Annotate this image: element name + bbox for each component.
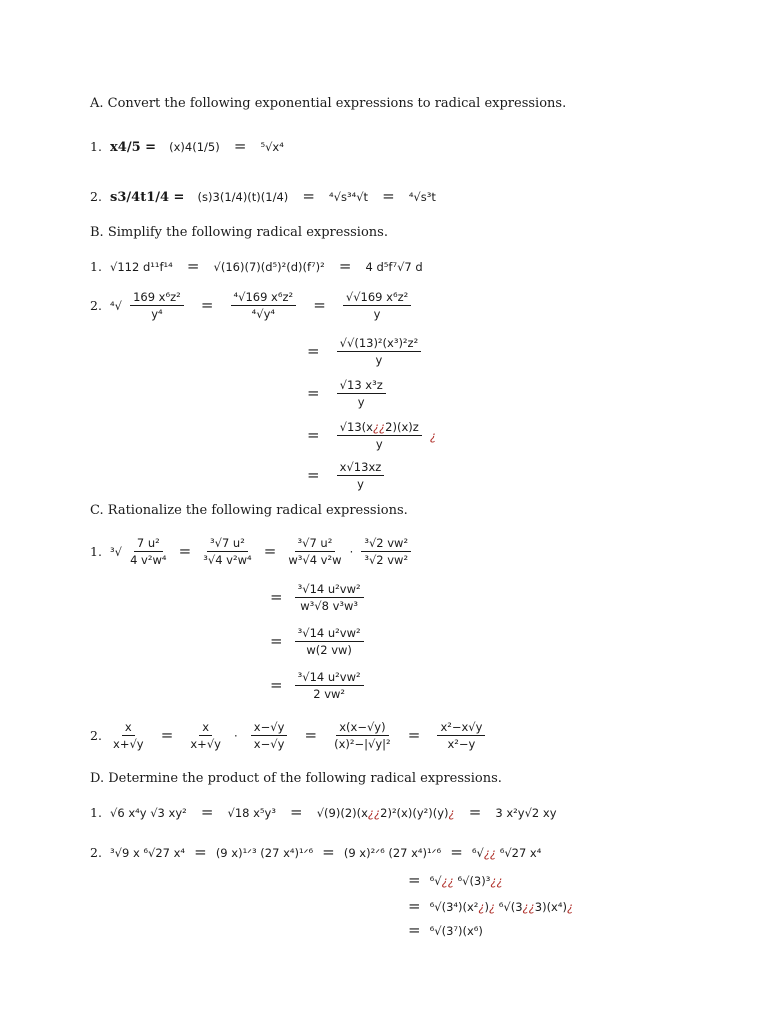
b2-step2-fraction: $\frac{\text{√√169 x⁶z²}}{y}$	[343, 290, 411, 321]
equals-sign: =	[233, 137, 247, 155]
render-error-glyph: ¿	[489, 900, 496, 914]
problem-c1-line3	[266, 626, 367, 657]
equals-sign: =	[186, 257, 200, 275]
c1-step2-fraction: $\frac{\text{³√7 u²}}{\text{w³√4 v²w}}$	[288, 536, 342, 567]
a2-mid: (s)3(1/4)(t)(1/4)	[197, 190, 289, 204]
render-error-glyph: ¿¿	[441, 874, 454, 888]
problem-d2-line2	[404, 870, 503, 889]
d1-step1: √18 x⁵y³	[227, 806, 276, 820]
c1-multiplier-fraction: $\frac{\text{³√2 vw²}}{\text{³√2 vw²}}$	[361, 536, 411, 567]
problem-b2-line4	[298, 420, 436, 451]
c2-fraction-3: $\frac{x-√y}{x-√y}$	[251, 720, 288, 751]
problem-d1	[90, 802, 557, 821]
c2-fraction-1: $\frac{x}{x+√y}$	[113, 720, 144, 751]
c1-lhs-fraction: $\frac{\text{7 u²}}{\text{4 v²w⁴}}$	[130, 536, 167, 567]
render-error-glyph: ¿¿	[490, 874, 503, 888]
d2-step5: ⁶√(3⁴)(x²¿)¿ ⁶√(3¿¿3)(x⁴)¿	[429, 900, 574, 914]
equals-sign: =	[200, 296, 214, 314]
problem-number: 2.	[90, 845, 102, 860]
problem-a1	[90, 136, 284, 155]
render-error-glyph: ¿	[448, 806, 455, 820]
equals-sign: =	[450, 843, 463, 861]
equals-sign: =	[200, 803, 214, 821]
problem-number: 2.	[90, 189, 102, 204]
problem-b2-line2	[298, 336, 424, 367]
problem-d2-line1	[90, 842, 541, 861]
equals-sign: =	[408, 921, 421, 939]
problem-b2-line3	[298, 378, 389, 409]
render-error-glyph: ¿	[429, 429, 436, 443]
section-a-heading: A. Convert the following exponential expressions to radical expressions.	[90, 96, 567, 111]
problem-number: 2.	[90, 298, 102, 313]
problem-c1-line4	[266, 670, 367, 701]
b1-rhs: 4 d⁵f⁷√7 d	[365, 260, 423, 274]
b2-step6-fraction: $\frac{x√13xz}{y}$	[337, 460, 385, 491]
equals-sign: =	[307, 342, 320, 360]
d2-step4: ⁶√¿¿ ⁶√(3)³¿¿	[429, 874, 503, 888]
equals-sign: =	[382, 187, 395, 205]
b2-step3-fraction: $\frac{\text{√√(13)²(x³)²z²}}{y}$	[337, 336, 422, 367]
c2-fraction-5: $\frac{\text{x²−x√y}}{\text{x²−y}}$	[437, 720, 485, 751]
render-error-glyph: ¿¿	[522, 900, 535, 914]
problem-b2-line5	[298, 460, 387, 491]
problem-a2	[90, 186, 436, 205]
d1-lhs: √6 x⁴y √3 xy²	[110, 806, 187, 820]
problem-d2-line3	[404, 896, 573, 915]
equals-sign: =	[307, 384, 320, 402]
render-error-glyph: ¿¿	[483, 846, 497, 860]
problem-b1	[90, 256, 423, 275]
equals-sign: =	[313, 296, 326, 314]
equals-sign: =	[302, 187, 315, 205]
a2-lhs: s3/4t1/4 =	[110, 190, 185, 205]
equals-sign: =	[338, 257, 352, 275]
b2-lhs-fraction: $\frac{\text{169 x⁶z²}}{\text{y⁴}}$	[130, 290, 184, 321]
equals-sign: =	[178, 542, 192, 560]
equals-sign: =	[270, 588, 283, 606]
d2-step2: (9 x)²ᐟ⁶ (27 x⁴)¹ᐟ⁶	[343, 846, 442, 860]
d2-step3: ⁶√¿¿ ⁶√27 x⁴	[471, 846, 542, 860]
equals-sign: =	[322, 843, 335, 861]
problem-number: 1.	[90, 259, 102, 274]
problem-number: 1.	[90, 139, 102, 154]
a1-mid: (x)4(1/5)	[169, 140, 220, 154]
equals-sign: =	[407, 726, 421, 744]
section-b-heading: B. Simplify the following radical expressions.	[90, 225, 388, 240]
problem-c1-line2	[266, 582, 367, 613]
problem-c1-line1	[90, 536, 414, 567]
problem-number: 1.	[90, 805, 102, 820]
equals-sign: =	[270, 632, 283, 650]
multiplication-dot: ·	[234, 729, 238, 743]
c1-step1-fraction: $\frac{\text{³√7 u²}}{\text{³√4 v²w⁴}}$	[203, 536, 252, 567]
d1-rhs: 3 x²y√2 xy	[495, 806, 557, 820]
equals-sign: =	[304, 726, 318, 744]
a2-mid2: ⁴√s³⁴√t	[329, 190, 369, 204]
b2-step5-fraction: $\frac{√13(x¿¿2)(x)z}{y}$	[337, 420, 422, 451]
c1-step4-fraction: $\frac{\text{³√14 u²vw²}}{w(2 vw)}$	[295, 626, 364, 657]
render-error-glyph: ¿¿	[372, 420, 386, 434]
b1-lhs: √112 d¹¹f¹⁴	[110, 260, 173, 274]
c1-step5-fraction: $\frac{\text{³√14 u²vw²}}{\text{2 vw²}}$	[295, 670, 364, 701]
equals-sign: =	[408, 871, 421, 889]
d2-step6: ⁶√(3⁷)(x⁶)	[429, 924, 483, 938]
equals-sign: =	[194, 843, 207, 861]
equals-sign: =	[468, 803, 482, 821]
b1-mid: √(16)(7)(d⁵)²(d)(f⁷)²	[213, 260, 325, 274]
problem-b2-line1	[90, 290, 414, 321]
equals-sign: =	[408, 897, 421, 915]
problem-number: 2.	[90, 728, 102, 743]
equals-sign: =	[263, 542, 277, 560]
problem-c2	[90, 720, 488, 751]
multiplication-dot: ·	[349, 545, 354, 559]
d1-step2: √(9)(2)(x¿¿2)²(x)(y²)(y)¿	[316, 806, 455, 820]
c2-fraction-2: $\frac{x}{x+√y}$	[190, 720, 221, 751]
equals-sign: =	[307, 466, 320, 484]
section-c-heading: C. Rationalize the following radical expressions.	[90, 503, 408, 518]
render-error-glyph: ¿	[566, 900, 574, 914]
problem-d2-line4	[404, 920, 483, 939]
section-d-heading: D. Determine the product of the following radical expressions.	[90, 771, 502, 786]
equals-sign: =	[160, 726, 174, 744]
problem-number: 1.	[90, 544, 102, 559]
cube-root-sign: ³√	[110, 545, 122, 559]
equals-sign: =	[270, 676, 283, 694]
a1-rhs: ⁵√x⁴	[260, 140, 284, 154]
b2-step4-fraction: $\frac{\text{√13 x³z}}{y}$	[337, 378, 386, 409]
a2-rhs: ⁴√s³t	[408, 190, 436, 204]
equals-sign: =	[307, 426, 320, 444]
fourth-root-sign: ⁴√	[110, 299, 122, 313]
equals-sign: =	[290, 803, 303, 821]
d2-lhs: ³√9 x ⁶√27 x⁴	[110, 846, 186, 860]
render-error-glyph: ¿	[478, 900, 485, 914]
render-error-glyph: ¿¿	[367, 806, 381, 820]
a1-lhs: x4/5 =	[110, 140, 157, 155]
b2-step1-fraction: $\frac{\text{⁴√169 x⁶z²}}{\text{⁴√y⁴}}$	[231, 290, 297, 321]
c2-fraction-4: $\frac{x(x-√y)}{\text{(x)²−|√y|²}}$	[334, 720, 391, 751]
d2-step1: (9 x)¹ᐟ³ (27 x⁴)¹ᐟ⁶	[215, 846, 314, 860]
c1-step3-fraction: $\frac{\text{³√14 u²vw²}}{\text{w³√8 v³w³}}$	[295, 582, 364, 613]
